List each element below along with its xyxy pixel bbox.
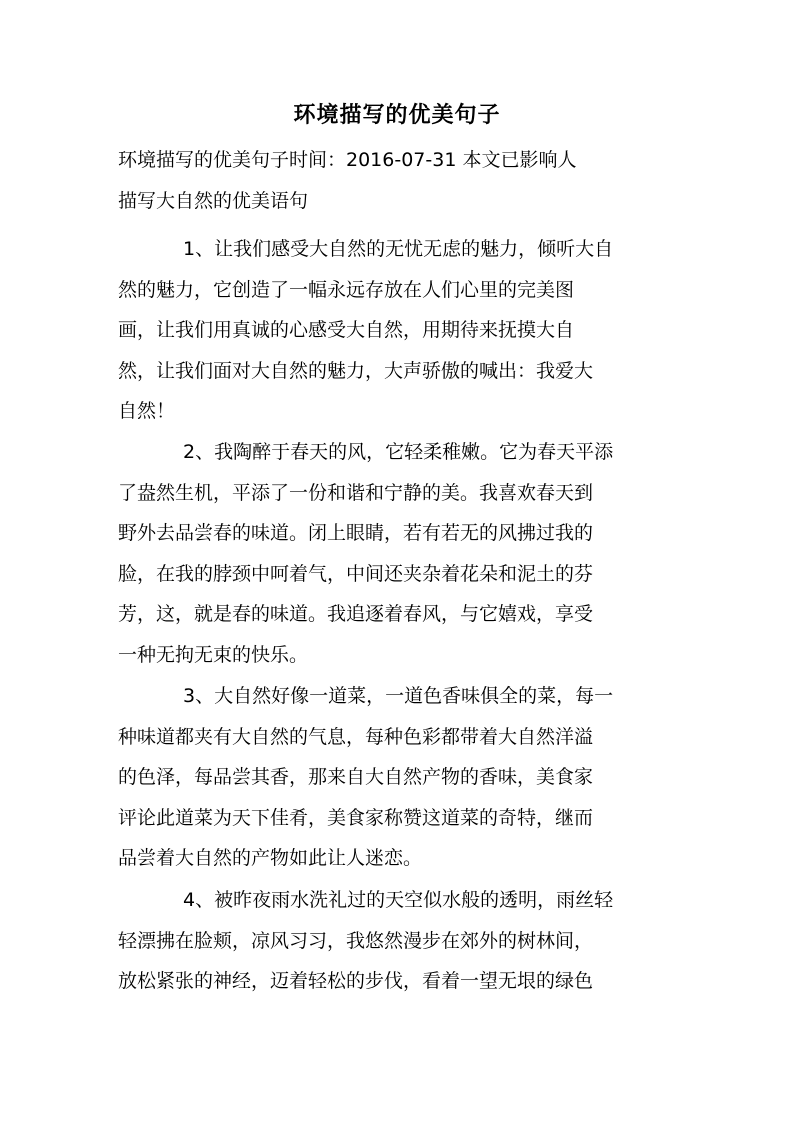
paragraph-4: [118, 880, 688, 1002]
paragraph-line: 评论此道菜为天下佳肴，美食家称赞这道菜的奇特，继而: [118, 806, 594, 829]
paragraph-2: [118, 432, 688, 675]
paragraph-line: 轻漂拂在脸颊，凉风习习，我悠然漫步在郊外的树林间，: [118, 929, 594, 952]
section-subheading: 描写大自然的优美语句: [118, 190, 309, 212]
paragraph-line: 4、被昨夜雨水洗礼过的天空似水般的透明，雨丝轻: [183, 889, 614, 911]
paragraph-line: 野外去品尝春的味道。闭上眼睛，若有若无的风拂过我的: [118, 522, 594, 544]
paragraph-line: 种味道都夹有大自然的气息，每种色彩都带着大自然洋溢: [118, 725, 594, 748]
paragraph-line: 的色泽，每品尝其香，那来自大自然产物的香味，美食家: [118, 766, 594, 788]
paragraph-line: 芳，这，就是春的味道。我追逐着春风，与它嬉戏，享受: [118, 603, 594, 625]
paragraph-line: 2、我陶醉于春天的风，它轻柔稚嫩。它为春天平添: [183, 441, 614, 463]
paragraph-line: 然，让我们面对大自然的魅力，大声骄傲的喊出：我爱大: [118, 359, 594, 382]
paragraph-line: 一种无拘无束的快乐。: [118, 643, 309, 666]
paragraph-line: 画，让我们用真诚的心感受大自然，用期待来抚摸大自: [118, 319, 575, 341]
paragraph-line: 1、让我们感受大自然的无忧无虑的魅力，倾听大自: [183, 238, 614, 260]
paragraph-line: 脸，在我的脖颈中呵着气，中间还夹杂着花朵和泥土的芬: [118, 562, 594, 585]
paragraph-line: 了盎然生机，平添了一份和谐和宁静的美。我喜欢春天到: [118, 481, 594, 504]
paragraph-1: [118, 229, 688, 432]
paragraph-line: 然的魅力，它创造了一幅永远存放在人们心里的完美图: [118, 278, 575, 301]
document-title: 环境描写的优美句子: [293, 102, 501, 128]
paragraph-line: 品尝着大自然的产物如此让人迷恋。: [118, 847, 423, 869]
document-meta-line: 环境描写的优美句子时间：2016-07-31 本文已影响人: [118, 149, 577, 171]
paragraph-line: 放松紧张的神经，迈着轻松的步伐，看着一望无垠的绿色: [118, 970, 594, 992]
paragraph-line: 自然！: [118, 400, 176, 422]
paragraph-line: 3、大自然好像一道菜，一道色香味俱全的菜，每一: [183, 685, 614, 707]
paragraph-3: [118, 676, 688, 879]
